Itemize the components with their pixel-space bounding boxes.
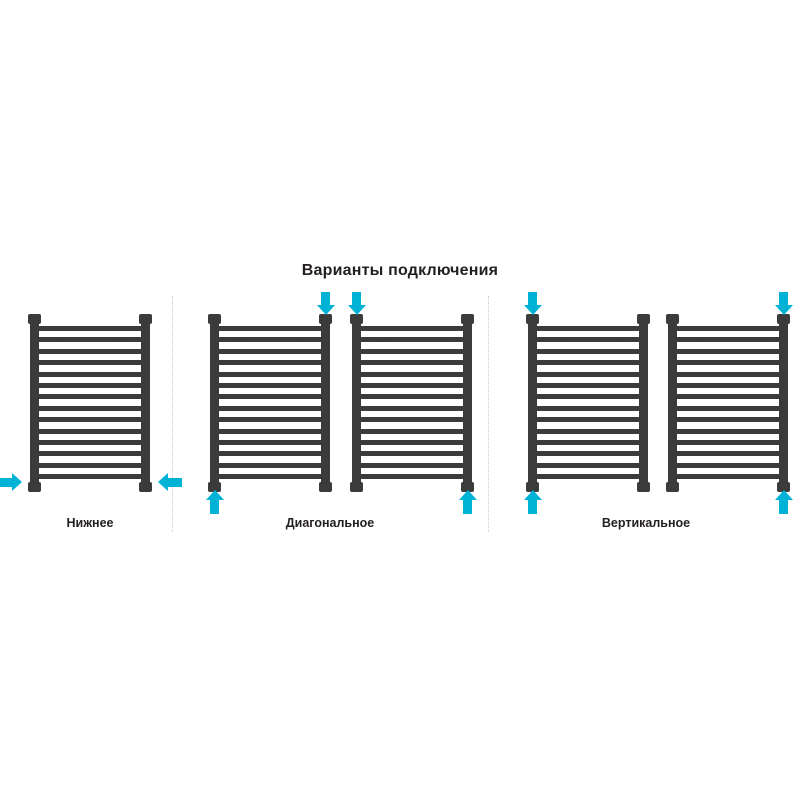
radiator-connector-bl xyxy=(666,482,679,492)
radiator-connector-tr xyxy=(461,314,474,324)
radiator-bar xyxy=(532,372,644,377)
arrow-head xyxy=(775,490,793,500)
radiator-connector-tl xyxy=(526,314,539,324)
radiator-bar xyxy=(672,394,784,399)
connection-group-vertikalnoe xyxy=(496,300,796,540)
radiator-bar xyxy=(214,417,326,422)
radiator-bar xyxy=(356,337,468,342)
radiator-valve-dot xyxy=(756,337,761,342)
radiator-bar xyxy=(672,474,784,479)
radiator-bar xyxy=(356,406,468,411)
radiator-bar xyxy=(532,474,644,479)
radiator-bar xyxy=(532,383,644,388)
radiator-bar xyxy=(356,429,468,434)
radiator-connector-tl xyxy=(666,314,679,324)
radiator-connector-tr xyxy=(637,314,650,324)
arrow-shaft xyxy=(210,500,219,514)
radiator-bar xyxy=(672,383,784,388)
arrow-shaft xyxy=(779,292,788,306)
radiator-bar xyxy=(214,429,326,434)
radiator-bar xyxy=(214,383,326,388)
connection-group-nizhnee xyxy=(8,300,172,540)
arrow-shaft xyxy=(779,500,788,514)
radiator-bar xyxy=(214,474,326,479)
radiator-bar xyxy=(34,383,146,388)
radiator-bar xyxy=(672,349,784,354)
arrow-head xyxy=(348,305,366,315)
radiator-bar xyxy=(532,406,644,411)
arrow-head xyxy=(775,305,793,315)
radiator-bar xyxy=(672,326,784,331)
group-divider-2 xyxy=(488,296,489,532)
radiator-connector-tl xyxy=(208,314,221,324)
radiator-bar xyxy=(214,326,326,331)
radiator-nizhnee-1 xyxy=(30,318,150,488)
radiator-bar xyxy=(356,383,468,388)
radiator-bar xyxy=(672,417,784,422)
radiator-bar xyxy=(356,360,468,365)
radiator-valve-dot xyxy=(58,337,63,342)
radiator-connector-bl xyxy=(350,482,363,492)
radiator-bar xyxy=(356,474,468,479)
arrow-head xyxy=(206,490,224,500)
arrow-shaft xyxy=(463,500,472,514)
radiator-bar xyxy=(672,406,784,411)
arrow-head xyxy=(459,490,477,500)
radiator-bar xyxy=(34,337,146,342)
radiator-bar xyxy=(356,326,468,331)
arrow-shaft xyxy=(528,500,537,514)
radiator-bar xyxy=(672,440,784,445)
radiator-bar xyxy=(672,360,784,365)
radiator-bar xyxy=(356,349,468,354)
arrow-shaft xyxy=(528,292,537,306)
radiator-bar xyxy=(672,429,784,434)
radiator-connector-br xyxy=(637,482,650,492)
radiator-bar xyxy=(34,326,146,331)
radiator-vertikalnoe-2 xyxy=(668,318,788,488)
radiator-valve-dot xyxy=(696,337,701,342)
radiator-bar xyxy=(532,326,644,331)
radiator-bar xyxy=(532,451,644,456)
radiator-bar xyxy=(672,337,784,342)
radiator-bar xyxy=(34,440,146,445)
radiator-valve-dot xyxy=(298,337,303,342)
radiator-bar xyxy=(34,349,146,354)
connection-group-diagonalnoe xyxy=(180,300,480,540)
radiator-bar xyxy=(214,451,326,456)
radiator-bar xyxy=(214,360,326,365)
arrow-shaft xyxy=(321,292,330,306)
radiator-diagonalnoe-1 xyxy=(210,318,330,488)
radiator-connector-tr xyxy=(139,314,152,324)
radiator-bar xyxy=(532,360,644,365)
radiator-bar xyxy=(532,337,644,342)
radiator-bar xyxy=(672,372,784,377)
radiator-bar xyxy=(356,394,468,399)
radiator-bar xyxy=(214,337,326,342)
radiator-valve-dot xyxy=(440,337,445,342)
arrow-head xyxy=(317,305,335,315)
radiator-bar xyxy=(532,349,644,354)
group-label-nizhnee: Нижнее xyxy=(66,516,114,530)
radiator-valve-dot xyxy=(118,337,123,342)
radiator-connector-tl xyxy=(350,314,363,324)
radiator-bar xyxy=(672,451,784,456)
radiator-connector-tl xyxy=(28,314,41,324)
radiator-bar xyxy=(214,372,326,377)
radiator-bar xyxy=(214,440,326,445)
radiator-bar xyxy=(34,406,146,411)
radiator-bar xyxy=(34,417,146,422)
radiator-bar xyxy=(214,394,326,399)
radiator-connector-tr xyxy=(777,314,790,324)
radiator-bar xyxy=(356,372,468,377)
radiator-connector-tr xyxy=(319,314,332,324)
arrow-head xyxy=(12,473,22,491)
radiator-bar xyxy=(356,451,468,456)
group-label-vertikalnoe: Вертикальное xyxy=(601,516,691,530)
radiator-bar xyxy=(672,463,784,468)
arrow-head xyxy=(524,305,542,315)
radiator-vertikalnoe-1 xyxy=(528,318,648,488)
arrow-head xyxy=(158,473,168,491)
radiator-valve-dot xyxy=(616,337,621,342)
radiator-connector-br xyxy=(139,482,152,492)
radiator-valve-dot xyxy=(556,337,561,342)
radiator-connector-bl xyxy=(28,482,41,492)
radiator-bar xyxy=(356,417,468,422)
arrow-shaft xyxy=(352,292,361,306)
radiator-bar xyxy=(532,417,644,422)
radiator-valve-dot xyxy=(238,337,243,342)
radiator-bar xyxy=(532,463,644,468)
arrow-head xyxy=(524,490,542,500)
diagram-title: Варианты подключения xyxy=(301,262,499,279)
radiator-bar xyxy=(34,474,146,479)
radiator-bar xyxy=(34,394,146,399)
radiator-diagonalnoe-2 xyxy=(352,318,472,488)
radiator-bar xyxy=(532,429,644,434)
radiator-bar xyxy=(34,429,146,434)
group-divider-1 xyxy=(172,296,173,532)
radiator-bar xyxy=(214,463,326,468)
radiator-bar xyxy=(214,349,326,354)
radiator-valve-dot xyxy=(380,337,385,342)
radiator-bar xyxy=(34,451,146,456)
radiator-connector-br xyxy=(319,482,332,492)
group-label-diagonalnoe: Диагональное xyxy=(285,516,375,530)
radiator-bar xyxy=(34,372,146,377)
radiator-bar xyxy=(356,440,468,445)
radiator-bar xyxy=(356,463,468,468)
radiator-bar xyxy=(214,406,326,411)
radiator-bar xyxy=(34,360,146,365)
radiator-bar xyxy=(34,463,146,468)
radiator-bar xyxy=(532,440,644,445)
radiator-bar xyxy=(532,394,644,399)
